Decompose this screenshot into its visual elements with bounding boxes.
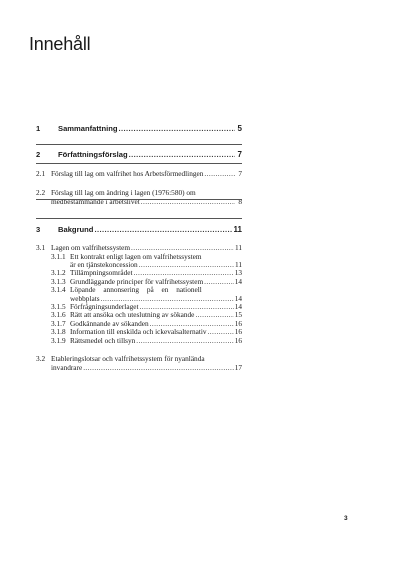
entry-page: 13 [234,268,242,278]
dot-leader [208,328,234,336]
entry-page: 16 [234,318,242,328]
entry-number: 3.1.9 [51,335,66,345]
entry-number: 3.1.4 [51,285,66,295]
entry-number: 3.1.6 [51,310,66,320]
entry-page: 11 [234,243,242,253]
page-number: 3 [344,515,348,522]
entry-title: Sammanfattning [58,124,118,133]
divider [36,199,242,200]
entry-page: 16 [234,335,242,345]
divider [36,144,242,145]
entry-number: 3.1.3 [51,276,66,286]
divider [36,218,242,219]
entry-title-line-1: Ett kontrakt enligt lagen om valfrihetssystem [70,251,202,261]
entry-number: 3.1.8 [51,327,66,337]
toc-entry-3-1-9[interactable] [36,337,242,345]
dot-leader [195,311,233,319]
entry-title: Förfrågningsunderlaget [70,302,139,312]
dot-leader [83,364,234,372]
dot-leader [94,225,232,234]
entry-title: Bakgrund [58,225,94,235]
entry-title: Grundläggande principer för valfrihetssystem [70,276,204,286]
entry-title: Tillämpningsområdet [70,268,133,278]
toc-entry-3-1-1[interactable] [36,253,242,270]
entry-number: 3.1.5 [51,302,66,312]
entry-page: 14 [234,293,242,303]
entry-title: Rättsmedel och tillsyn [70,335,136,345]
entry-title: Godkännande av sökanden [70,318,149,328]
dot-leader [204,278,234,286]
entry-page: 14 [234,302,242,312]
entry-page: 15 [234,310,242,320]
entry-number: 3.2 [36,354,46,364]
entry-page: 11 [233,225,242,235]
toc-entry-chapter-1[interactable] [36,124,242,133]
entry-number: 3.1.7 [51,318,66,328]
entry-title: Information till enskilda och ickevalsalternativ [70,327,207,337]
entry-title: Rätt att ansöka och uteslutning av sökande [70,310,195,320]
dot-leader [136,337,233,345]
dot-leader [129,150,235,159]
entry-page: 7 [237,150,242,159]
entry-title-line-2: är en tjänstekoncession [70,260,138,270]
entry-page: 8 [238,196,242,206]
toc-entry-3-1-4[interactable] [36,286,242,303]
entry-title: Lagen om valfrihetssystem [51,243,131,253]
entry-number: 3.1.2 [51,268,66,278]
toc-entry-3-2[interactable] [36,355,242,372]
entry-title-line-1: Löpande annonsering på en nationell [70,285,202,295]
entry-page: 17 [234,362,242,372]
toc-entry-2-1[interactable] [36,170,242,178]
toc-entry-chapter-2[interactable] [36,150,242,159]
entry-page: 11 [234,260,242,270]
entry-title: Författningsförslag [58,150,128,159]
toc-entry-3-1-8[interactable] [36,328,242,336]
toc-entry-chapter-3[interactable] [36,225,242,234]
entry-number: 3.1 [36,243,46,253]
entry-number: 2.2 [36,188,46,198]
table-of-contents [36,124,242,372]
entry-number: 1 [36,124,41,133]
toc-entry-2-2[interactable] [36,189,242,206]
page-title: Innehåll [29,34,91,54]
dot-leader [139,261,234,269]
entry-title-line-1: Etableringslotsar och valfrihetssystem för nyanlända [51,354,205,364]
entry-page: 5 [237,124,242,133]
divider [36,163,242,164]
entry-title-line-2: invandrare [51,362,83,372]
entry-number: 3 [36,225,41,235]
dot-leader [119,124,236,133]
entry-number: 3.1.1 [51,251,66,261]
entry-page: 16 [234,327,242,337]
entry-title: Förslag till lag om valfrihet hos Arbetsförmedlingen [51,169,204,178]
entry-page: 14 [234,276,242,286]
entry-number: 2 [36,150,41,159]
entry-number: 2.1 [36,169,46,178]
entry-title-line-2: webbplats [70,293,100,303]
dot-leader [204,170,235,178]
entry-page: 7 [238,169,242,178]
entry-title-line-1: Förslag till lag om ändring i lagen (1976:580) om [51,188,196,198]
entry-title-line-2: medbestämmande i arbetslivet [51,196,140,206]
